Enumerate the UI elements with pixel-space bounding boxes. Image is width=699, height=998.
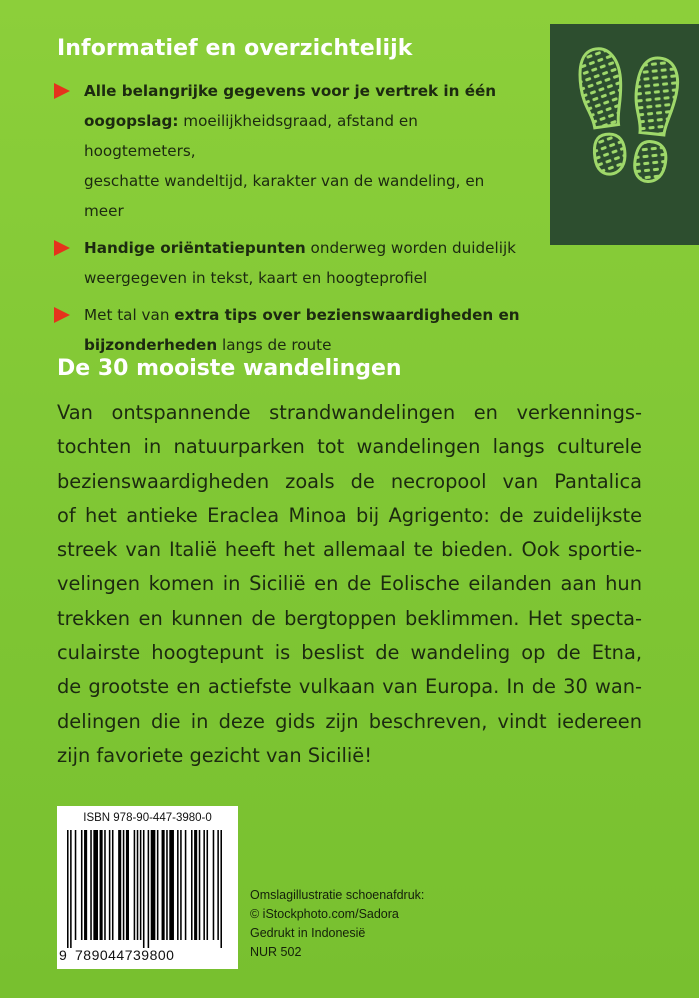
paragraph-line: bezienswaardigheden zoals de necropool van Pantalica — [57, 469, 642, 493]
barcode-bar — [109, 830, 111, 940]
barcode-bar — [157, 830, 159, 940]
feature-item-orientatie — [54, 233, 524, 293]
barcode-bar — [70, 830, 72, 948]
barcode-bar — [93, 830, 98, 940]
feature-list — [54, 76, 524, 360]
section-title-informatief: Informatief en overzichtelijk — [57, 36, 413, 61]
barcode-bar — [185, 830, 187, 940]
barcode-bar — [84, 830, 87, 940]
bullet-triangle-icon — [54, 307, 70, 323]
barcode-bar — [169, 830, 174, 940]
barcode-bar — [203, 830, 205, 940]
barcode-icon — [67, 830, 228, 948]
barcode-bar — [137, 830, 139, 940]
shoe-print-icon — [550, 24, 699, 245]
barcode-bar — [134, 830, 136, 940]
barcode-bar — [100, 830, 103, 940]
credits-block — [250, 886, 424, 962]
feature-text: moeilijkheidsgraad, afstand en hoogtemeters, — [84, 112, 418, 160]
bullet-triangle-icon — [54, 240, 70, 256]
paragraph-line: zijn favoriete gezicht van Sicilië! — [57, 743, 372, 767]
shoe-print-badge — [550, 24, 699, 245]
barcode-bar — [191, 830, 193, 940]
feature-text: geschatte wandeltijd, karakter van de wandeling, en meer — [84, 172, 485, 220]
paragraph-line: tochten in natuurparken tot wandelingen langs culturele — [57, 435, 642, 459]
paragraph-line: of het antieke Eraclea Minoa bij Agrigento: de zuidelijkste — [57, 503, 642, 527]
barcode-panel — [57, 806, 238, 969]
description-paragraph — [57, 396, 642, 773]
feature-text: Met tal van — [84, 306, 175, 324]
paragraph-line: streek van Italië heeft het allemaal te bieden. Ook sportie- — [57, 538, 642, 562]
barcode-bar — [81, 830, 83, 940]
feature-text: weergegeven in tekst, kaart en hoogteprofiel — [84, 269, 428, 287]
paragraph-line: Van ontspannende strandwandelingen en verkennings- — [57, 401, 642, 424]
feature-bold: Alle belangrijke gegevens voor je vertrek in één — [84, 82, 497, 100]
feature-text: langs de route — [217, 336, 332, 354]
feature-item-tips — [54, 300, 524, 360]
credit-line: © iStockphoto.com/Sadora — [250, 907, 399, 921]
bullet-triangle-icon — [54, 83, 70, 99]
barcode-bar — [104, 830, 106, 940]
paragraph-line: culairste hoogtepunt is beslist de wandeling op de Etna, — [57, 641, 642, 665]
credit-line: Omslagillustratie schoenafdruk: — [250, 888, 425, 902]
feature-text: onderweg worden duidelijk — [305, 239, 516, 257]
credit-line: Gedrukt in Indonesië — [250, 926, 366, 940]
barcode-bar — [180, 830, 182, 940]
feature-bold: oogopslag: — [84, 112, 179, 130]
barcode-bar — [199, 830, 201, 940]
right-shoe-print — [627, 56, 680, 184]
left-shoe-print — [576, 46, 634, 176]
barcode-bar — [112, 830, 114, 940]
section-title-wandelingen: De 30 mooiste wandelingen — [57, 356, 402, 381]
barcode-bar — [162, 830, 165, 940]
barcode-digit-string: 789044739800 — [75, 947, 175, 963]
barcode-bar — [207, 830, 209, 940]
feature-bold: extra tips over bezienswaardigheden en — [174, 306, 520, 324]
feature-bold: bijzonderheden — [84, 336, 218, 354]
barcode-first-digit: 9 — [59, 947, 68, 963]
barcode-bar — [194, 830, 197, 940]
barcode-bar — [143, 830, 145, 948]
barcode-bar — [75, 830, 77, 940]
barcode-bar — [166, 830, 168, 940]
paragraph-line: velingen komen in Sicilië en de Eolische eilanden aan hun — [57, 572, 642, 596]
barcode-bar — [90, 830, 92, 940]
barcode-bar — [126, 830, 129, 940]
paragraph-line: trekken en kunnen de bergtoppen beklimmen. Het specta- — [57, 606, 642, 630]
paragraph-line: delingen die in deze gids zijn beschreven, vindt iedereen — [57, 709, 642, 733]
barcode-bar — [140, 830, 142, 940]
barcode-bar — [177, 830, 179, 940]
barcode-bar — [213, 830, 215, 940]
barcode-bar — [148, 830, 150, 948]
barcode-bar — [220, 830, 222, 948]
feature-item-gegevens — [54, 76, 524, 226]
barcode-bar — [67, 830, 69, 948]
barcode-bar — [123, 830, 125, 940]
paragraph-line: de grootste en actiefste vulkaan van Europa. In de 30 wan- — [57, 675, 642, 699]
barcode-bar — [217, 830, 219, 940]
barcode-bar — [151, 830, 156, 940]
isbn-label: ISBN 978-90-447-3980-0 — [83, 812, 212, 824]
feature-bold: Handige oriëntatiepunten — [84, 239, 306, 257]
credit-line: NUR 502 — [250, 945, 302, 959]
barcode-bar — [118, 830, 121, 940]
